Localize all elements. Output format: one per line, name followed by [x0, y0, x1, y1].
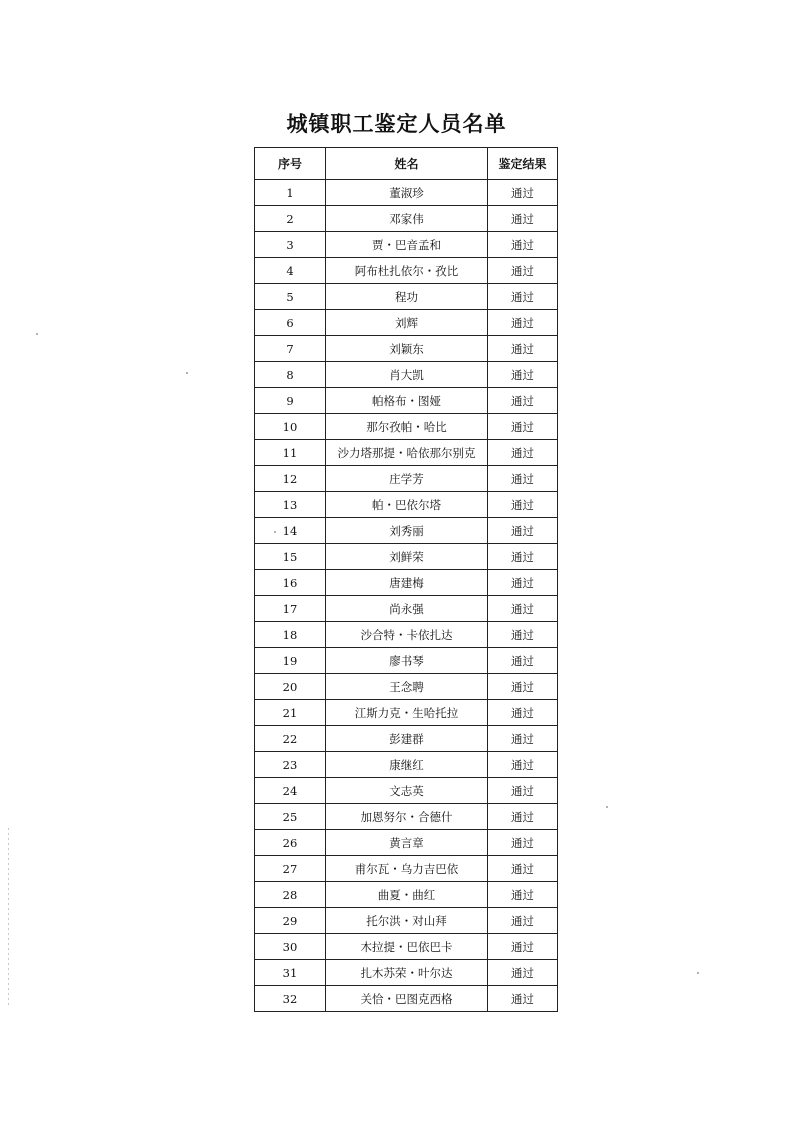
- cell-seq: 2: [255, 206, 326, 232]
- cell-result: 通过: [488, 310, 558, 336]
- cell-name: 黄言章: [326, 830, 488, 856]
- cell-seq: 4: [255, 258, 326, 284]
- table-header-row: [255, 148, 558, 180]
- cell-seq: 28: [255, 882, 326, 908]
- table-row: [255, 492, 558, 518]
- cell-name: 康继红: [326, 752, 488, 778]
- cell-result: 通过: [488, 388, 558, 414]
- cell-name: 江斯力克・生哈托拉: [326, 700, 488, 726]
- table-row: [255, 830, 558, 856]
- cell-name: 扎木苏荣・叶尔达: [326, 960, 488, 986]
- cell-seq: 1: [255, 180, 326, 206]
- cell-seq: 11: [255, 440, 326, 466]
- cell-seq: 9: [255, 388, 326, 414]
- cell-result: 通过: [488, 960, 558, 986]
- cell-name: 文志英: [326, 778, 488, 804]
- table-row: [255, 934, 558, 960]
- cell-name: 庄学芳: [326, 466, 488, 492]
- cell-name: 关恰・巴图克西格: [326, 986, 488, 1012]
- table-body: [255, 180, 558, 1012]
- cell-seq: 23: [255, 752, 326, 778]
- cell-result: 通过: [488, 544, 558, 570]
- cell-name: 沙合特・卡依扎达: [326, 622, 488, 648]
- cell-result: 通过: [488, 752, 558, 778]
- table-row: [255, 908, 558, 934]
- cell-seq: 27: [255, 856, 326, 882]
- table-row: [255, 466, 558, 492]
- cell-result: 通过: [488, 830, 558, 856]
- table-row: [255, 856, 558, 882]
- cell-result: 通过: [488, 206, 558, 232]
- cell-name: 阿布杜扎依尔・孜比: [326, 258, 488, 284]
- cell-result: 通过: [488, 466, 558, 492]
- cell-seq: 8: [255, 362, 326, 388]
- cell-name: 刘秀丽: [326, 518, 488, 544]
- cell-name: 彭建群: [326, 726, 488, 752]
- cell-result: 通过: [488, 778, 558, 804]
- table-row: [255, 284, 558, 310]
- cell-result: 通过: [488, 856, 558, 882]
- cell-name: 程功: [326, 284, 488, 310]
- table-row: [255, 804, 558, 830]
- cell-result: 通过: [488, 492, 558, 518]
- cell-seq: 13: [255, 492, 326, 518]
- table-row: [255, 336, 558, 362]
- table-row: [255, 544, 558, 570]
- cell-result: 通过: [488, 934, 558, 960]
- cell-result: 通过: [488, 986, 558, 1012]
- cell-name: 加恩努尔・合德什: [326, 804, 488, 830]
- cell-result: 通过: [488, 336, 558, 362]
- table-row: [255, 700, 558, 726]
- scan-speck: [274, 531, 276, 533]
- cell-seq: 10: [255, 414, 326, 440]
- cell-result: 通过: [488, 804, 558, 830]
- cell-result: 通过: [488, 232, 558, 258]
- cell-seq: 19: [255, 648, 326, 674]
- table-row: [255, 258, 558, 284]
- cell-name: 唐建梅: [326, 570, 488, 596]
- cell-name: 托尔洪・对山拜: [326, 908, 488, 934]
- column-header-name: 姓名: [326, 148, 488, 180]
- cell-seq: 20: [255, 674, 326, 700]
- table-row: [255, 232, 558, 258]
- table-row: [255, 726, 558, 752]
- scan-speck: [36, 333, 38, 335]
- cell-name: 帕・巴依尔塔: [326, 492, 488, 518]
- cell-result: 通过: [488, 674, 558, 700]
- cell-name: 廖书琴: [326, 648, 488, 674]
- cell-seq: 21: [255, 700, 326, 726]
- cell-name: 刘颖东: [326, 336, 488, 362]
- page-title: 城镇职工鉴定人员名单: [286, 112, 507, 136]
- scan-edge-artifact: [8, 828, 9, 1008]
- cell-name: 帕格布・图娅: [326, 388, 488, 414]
- cell-result: 通过: [488, 648, 558, 674]
- cell-seq: 26: [255, 830, 326, 856]
- cell-name: 那尔孜帕・哈比: [326, 414, 488, 440]
- cell-name: 刘辉: [326, 310, 488, 336]
- cell-result: 通过: [488, 414, 558, 440]
- cell-result: 通过: [488, 518, 558, 544]
- table-row: [255, 986, 558, 1012]
- table-row: [255, 518, 558, 544]
- cell-name: 沙力塔那提・哈依那尔别克: [326, 440, 488, 466]
- cell-name: 邓家伟: [326, 206, 488, 232]
- cell-result: 通过: [488, 440, 558, 466]
- table-row: [255, 778, 558, 804]
- cell-seq: 24: [255, 778, 326, 804]
- cell-seq: 18: [255, 622, 326, 648]
- cell-result: 通过: [488, 726, 558, 752]
- table-row: [255, 596, 558, 622]
- table-row: [255, 388, 558, 414]
- table-row: [255, 752, 558, 778]
- cell-name: 曲夏・曲红: [326, 882, 488, 908]
- cell-result: 通过: [488, 258, 558, 284]
- cell-result: 通过: [488, 882, 558, 908]
- cell-result: 通过: [488, 622, 558, 648]
- cell-result: 通过: [488, 700, 558, 726]
- table-row: [255, 622, 558, 648]
- personnel-table: [254, 147, 558, 1012]
- cell-name: 木拉提・巴依巴卡: [326, 934, 488, 960]
- cell-seq: 31: [255, 960, 326, 986]
- cell-result: 通过: [488, 570, 558, 596]
- table-row: [255, 310, 558, 336]
- cell-result: 通过: [488, 180, 558, 206]
- cell-name: 甫尔瓦・乌力吉巴依: [326, 856, 488, 882]
- cell-seq: 29: [255, 908, 326, 934]
- cell-seq: 5: [255, 284, 326, 310]
- cell-result: 通过: [488, 596, 558, 622]
- cell-seq: 30: [255, 934, 326, 960]
- scan-speck: [606, 806, 608, 808]
- table-row: [255, 674, 558, 700]
- cell-seq: 7: [255, 336, 326, 362]
- cell-seq: 6: [255, 310, 326, 336]
- cell-name: 肖大凯: [326, 362, 488, 388]
- table-row: [255, 882, 558, 908]
- table-row: [255, 180, 558, 206]
- table-row: [255, 414, 558, 440]
- cell-name: 王念聘: [326, 674, 488, 700]
- cell-seq: 3: [255, 232, 326, 258]
- cell-name: 尚永强: [326, 596, 488, 622]
- cell-result: 通过: [488, 362, 558, 388]
- cell-name: 刘鲜荣: [326, 544, 488, 570]
- table-row: [255, 440, 558, 466]
- scan-speck: [186, 372, 188, 374]
- column-header-result: 鉴定结果: [488, 148, 558, 180]
- cell-name: 董淑珍: [326, 180, 488, 206]
- cell-seq: 16: [255, 570, 326, 596]
- cell-seq: 14: [255, 518, 326, 544]
- cell-seq: 15: [255, 544, 326, 570]
- table-row: [255, 648, 558, 674]
- column-header-seq: 序号: [255, 148, 326, 180]
- cell-seq: 12: [255, 466, 326, 492]
- cell-seq: 22: [255, 726, 326, 752]
- cell-seq: 32: [255, 986, 326, 1012]
- cell-result: 通过: [488, 908, 558, 934]
- cell-name: 贾・巴音孟和: [326, 232, 488, 258]
- table-row: [255, 362, 558, 388]
- cell-result: 通过: [488, 284, 558, 310]
- cell-seq: 17: [255, 596, 326, 622]
- cell-seq: 25: [255, 804, 326, 830]
- table-row: [255, 570, 558, 596]
- table-row: [255, 206, 558, 232]
- table-row: [255, 960, 558, 986]
- scan-speck: [697, 972, 699, 974]
